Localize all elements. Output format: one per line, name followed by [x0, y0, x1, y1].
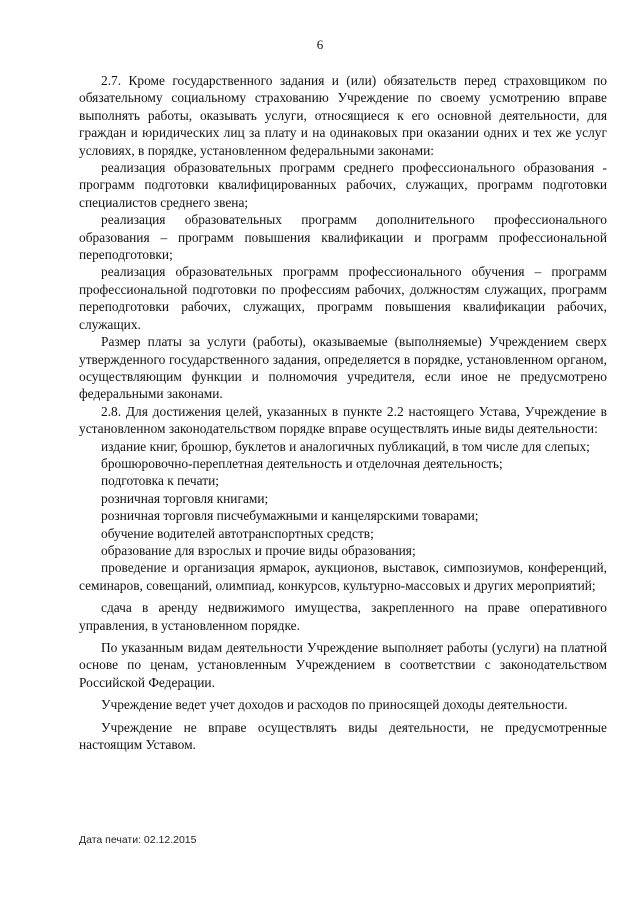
paragraph-2-8: 2.8. Для достижения целей, указанных в пункте 2.2 настоящего Устава, Учреждение в установленном законодательством порядке вправе осуществлять иные виды деятельности:	[79, 403, 607, 437]
list-item-spo: реализация образовательных программ среднего профессионального образования - программ подготовки квалифицированных рабочих, служащих, программ подготовки специалистов среднего звена;	[79, 160, 607, 210]
list-item-prepress: подготовка к печати;	[101, 473, 219, 489]
paragraph-accounting: Учреждение ведет учет доходов и расходов по приносящей доходы деятельности.	[101, 697, 568, 713]
list-item-rent: сдача в аренду недвижимого имущества, закрепленного на праве оперативного управления, в установленном порядке.	[79, 600, 607, 633]
list-item-driver-training: обучение водителей автотранспортных средств;	[101, 525, 374, 541]
list-item-stationery-retail: розничная торговля писчебумажными и канцелярскими товарами;	[101, 508, 479, 524]
list-item-binding: брошюровочно-переплетная деятельность и отделочная деятельность;	[101, 455, 503, 471]
list-item-publishing: издание книг, брошюр, буклетов и аналогичных публикаций, в том числе для слепых;	[101, 438, 590, 454]
document-body	[79, 72, 607, 753]
paragraph-payment-size: Размер платы за услуги (работы), оказываемые (выполняемые) Учреждением сверх утвержденного государственного задания, определяется в порядке, установленном органом, осуществляющим функции и полномочия учредителя, если иное не предусмотрено федеральными законами.	[79, 334, 607, 402]
paragraph-restriction: Учреждение не вправе осуществлять виды деятельности, не предусмотренные настоящим Уставом.	[79, 719, 607, 753]
list-item-dpo: реализация образовательных программ дополнительного профессионального образования – программ повышения квалификации и программ профессиональной переподготовки;	[79, 212, 607, 263]
page-number: 6	[316, 37, 324, 52]
list-item-adult-education: образование для взрослых и прочие виды образования;	[101, 542, 416, 558]
list-item-po: реализация образовательных программ профессионального обучения – программ профессиональной подготовки по профессиям рабочих, должностям служащих, программ переподготовки рабочих, служащих, программ повышения квалификации рабочих, служащих.	[79, 264, 607, 332]
list-item-events: проведение и организация ярмарок, аукционов, выставок, симпозиумов, конференций, семинаров, совещаний, олимпиад, конкурсов, культурно-массовых и других мероприятий;	[79, 560, 607, 593]
list-item-book-retail: розничная торговля книгами;	[101, 490, 269, 506]
paragraph-paid-basis: По указанным видам деятельности Учреждение выполняет работы (услуги) на платной основе по ценам, установленным Учреждением в соответствии с законодательством Российской Федерации.	[79, 640, 607, 690]
paragraph-2-7: 2.7. Кроме государственного задания и (или) обязательств перед страховщиком по обязательному социальному страхованию Учреждение по своему усмотрению вправе выполнять работы, оказывать услуги, относящиеся к его основной деятельности, для граждан и юридических лиц за плату и на одинаковых при оказании одних и тех же услуг условиях, в порядке, установленном федеральными законами:	[79, 73, 607, 158]
print-date: Дата печати: 02.12.2015	[79, 834, 197, 846]
